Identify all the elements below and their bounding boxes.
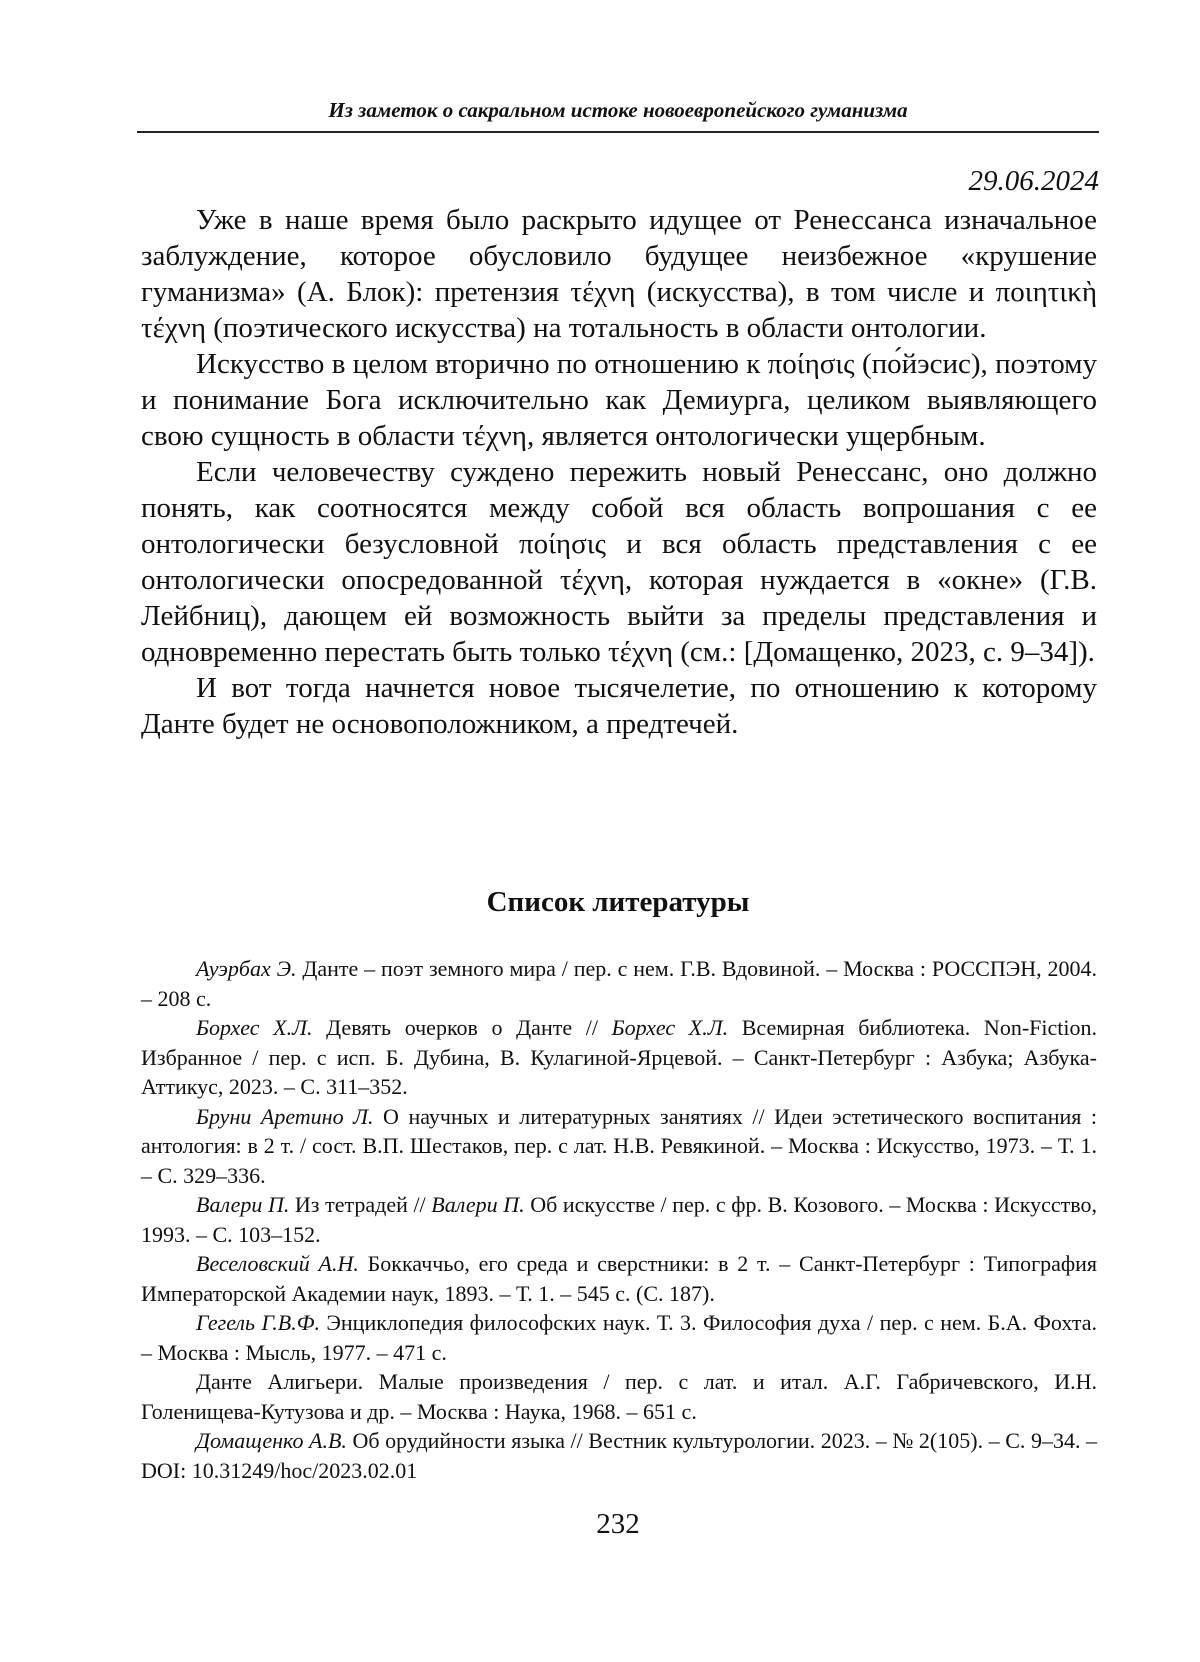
- reference-text: Энциклопедия философских наук. Т. 3. Философия духа / пер. с нем. Б.А. Фохта. – Москва : Мысль, 1977. – 471 с.: [141, 1310, 1097, 1365]
- reference-text: Об орудийности языка // Вестник культурологии. 2023. – № 2(105). – С. 9–34. – DOI: 10.31249/hoc/2023.02.01: [141, 1428, 1097, 1483]
- reference-item: [141, 954, 1097, 1013]
- paragraph: Искусство в целом вторично по отношению к ποίησις (по́йэсис), поэтому и понимание Бога исключительно как Демиурга, целиком выявляющего свою сущность в области τέχνη, является онтологически ущербным.: [141, 348, 1097, 452]
- reference-author: Валери П.: [431, 1192, 525, 1217]
- reference-author: Борхес Х.Л.: [611, 1015, 729, 1040]
- reference-text: Девять очерков о Данте //: [312, 1015, 612, 1040]
- reference-item: [141, 1249, 1097, 1308]
- reference-author: Ауэрбах Э.: [196, 956, 297, 981]
- body-text: [141, 202, 1097, 742]
- reference-text: Боккаччьо, его среда и сверстники: в 2 т. – Санкт-Петербург : Типография Императорской Академии наук, 1893. – Т. 1. – 545 с. (С. 187).: [141, 1251, 1098, 1306]
- reference-item: [141, 1308, 1097, 1367]
- reference-text: Данте Алигьери. Малые произведения / пер. с лат. и итал. А.Г. Габричевского, И.Н. Голенищева-Кутузова и др. – Москва : Наука, 1968. – 651 с.: [141, 1369, 1097, 1424]
- page-number: 232: [596, 1508, 640, 1540]
- date: 29.06.2024: [968, 165, 1099, 197]
- running-head: Из заметок о сакральном истоке новоевропейского гуманизма: [328, 98, 908, 122]
- reference-text: Всемирная библиотека. Non-Fiction. Избранное / пер. с исп. Б. Дубина, В. Кулагиной-Ярцевой. – Санкт-Петербург : Азбука; Азбука-Аттикус, 2023. – С. 311–352.: [141, 1015, 1097, 1099]
- paragraph: Если человечеству суждено пережить новый Ренессанс, оно должно понять, как соотносятся между собой вся область вопрошания с ее онтологически безусловной ποίησις и вся область представления с ее онтологически опосредованной τέχνη, которая нуждается в «окне» (Г.В. Лейбниц), дающем ей возможность выйти за пределы представления и одновременно перестать быть только τέχνη (см.: [Домащенко, 2023, с. 9–34]).: [141, 456, 1097, 668]
- reference-text: Из тетрадей //: [289, 1192, 432, 1217]
- reference-item: [141, 1367, 1097, 1426]
- reference-item: [141, 1426, 1097, 1485]
- reference-author: Гегель Г.В.Ф.: [196, 1310, 320, 1335]
- reference-author: Борхес Х.Л.: [196, 1015, 313, 1040]
- reference-item: [141, 1190, 1097, 1249]
- reference-item: [141, 1102, 1097, 1191]
- header-divider: [137, 131, 1099, 133]
- paragraph: Уже в наше время было раскрыто идущее от Ренессанса изначальное заблуждение, которое обусловило будущее неизбежное «крушение гуманизма» (А. Блок): претензия τέχνη (искусства), в том числе и ποιητικὴ τέχνη (поэтического искусства) на тотальность в области онтологии.: [141, 204, 1097, 344]
- reference-author: Веселовский А.Н.: [196, 1251, 359, 1276]
- reference-item: [141, 1013, 1097, 1102]
- reference-author: Бруни Аретино Л.: [196, 1103, 374, 1129]
- reference-text: Об искусстве / пер. с фр. В. Козового. – Москва : Искусство, 1993. – С. 103–152.: [141, 1192, 1098, 1247]
- reference-text: О научных и литературных занятиях // Идеи эстетического воспитания : антология: в 2 т. / сост. В.П. Шестаков, пер. с лат. Н.В. Ревякиной. – Москва : Искусство, 1973. – Т. 1. – С. 329–336.: [141, 1103, 1098, 1188]
- references-title: Список литературы: [486, 886, 750, 918]
- reference-text: Данте – поэт земного мира / пер. с нем. Г.В. Вдовиной. – Москва : РОССПЭН, 2004. – 208 с.: [141, 956, 1097, 1011]
- reference-author: Валери П.: [196, 1192, 290, 1217]
- reference-author: Домащенко А.В.: [196, 1428, 347, 1453]
- references-list: [141, 954, 1097, 1485]
- paragraph: И вот тогда начнется новое тысячелетие, по отношению к которому Данте будет не основоположником, а предтечей.: [141, 672, 1097, 740]
